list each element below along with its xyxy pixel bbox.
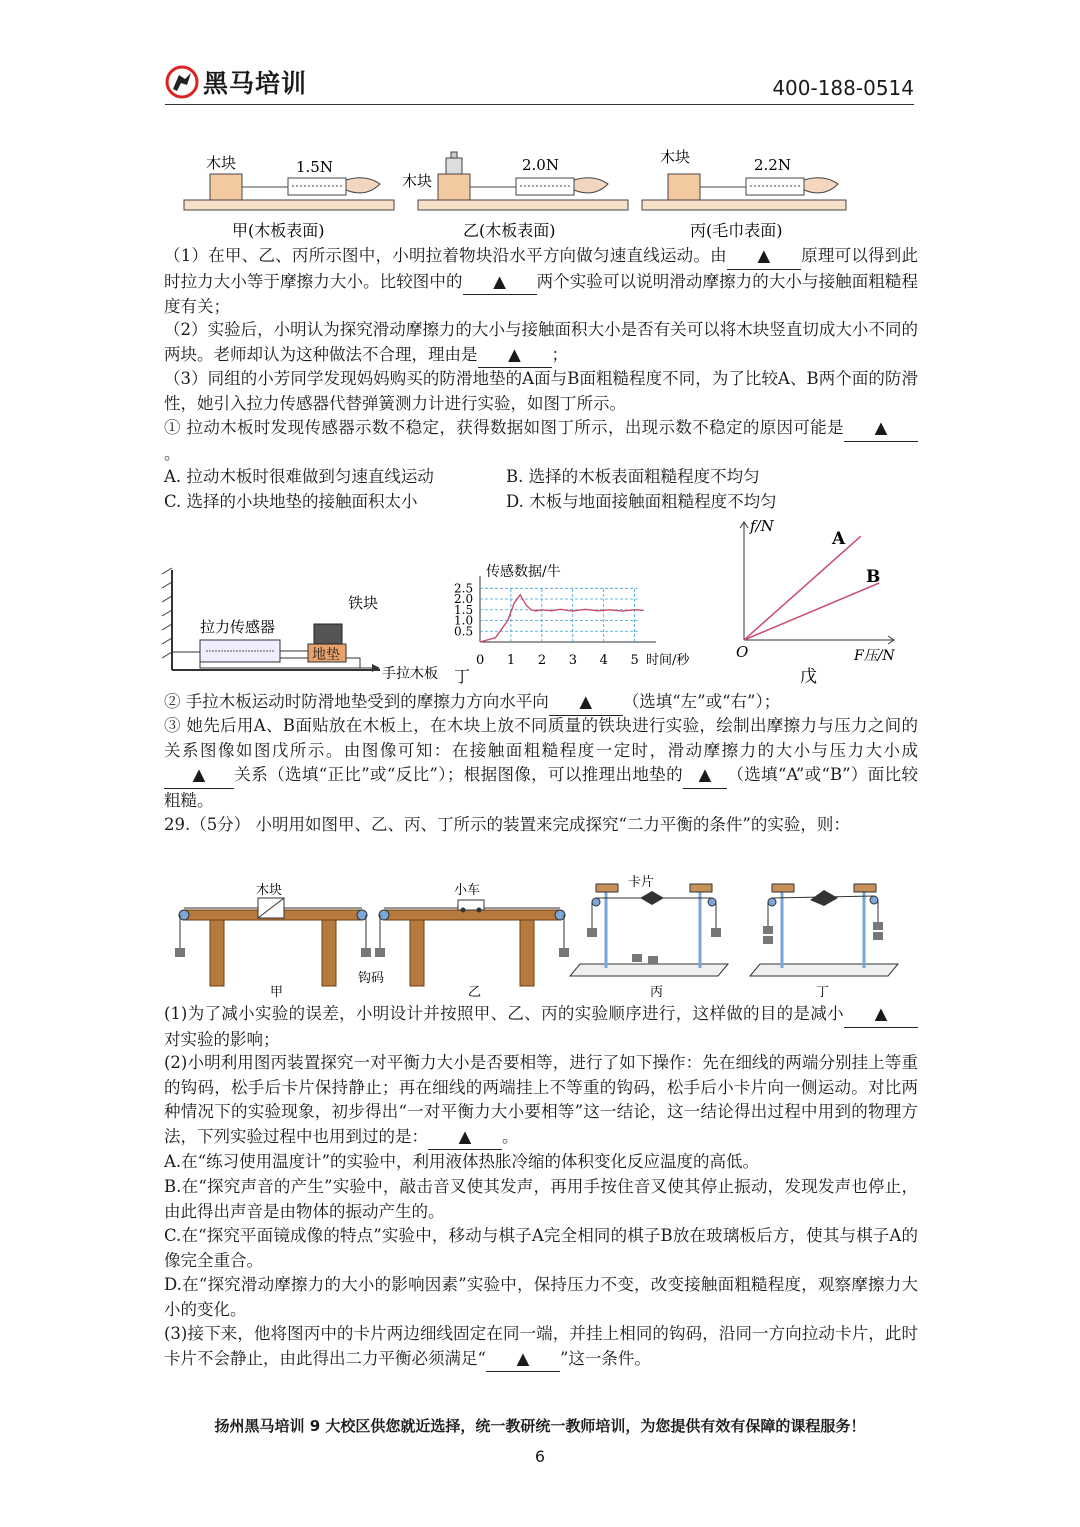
friction-setup-figure (180, 140, 850, 245)
q28-options (164, 465, 918, 514)
wu-x-label: F压/N (854, 648, 895, 664)
sensor-x-tick: 5 (630, 653, 639, 668)
wu-line-b-label: B (866, 567, 881, 587)
answer-blank-5[interactable]: ▲ (549, 690, 623, 716)
q29-option-b[interactable]: B.在“探究声音的产生”实验中，敲击音叉使其发声，再用手按住音叉使其停止振动，发现发声也停止，由此得出声音是由物体的振动产生的。 (164, 1177, 918, 1221)
bing-caption: 丙(毛巾表面) (690, 221, 783, 240)
setup-stand-bing (570, 874, 728, 1000)
q28-p5-text-b: （选填“左”或“右”）； (622, 692, 781, 711)
wu-line-a-label: A (832, 529, 846, 549)
q28-p2-text-a: （2）实验后，小明认为探究滑动摩擦力的大小与接触面积大小是否有关可以将木块竖直切成大小不同的两块。老师却认为这种做法不合理，理由是 (164, 320, 918, 364)
jia-label: 甲 (270, 985, 284, 1000)
footer-slogan: 扬州黑马培训 9 大校区供您就近选择，统一教研统一教师培训，为您提供有效有保障的课程服务！ (214, 1417, 866, 1435)
sensor-y-label: 传感数据/牛 (486, 564, 561, 580)
q29-p3-text-b: ”这一条件。 (559, 1348, 651, 1368)
answer-blank-4[interactable]: ▲ (844, 416, 918, 442)
q28-option-a[interactable]: A. 拉动木板时很难做到匀速直线运动 (164, 467, 434, 486)
q29-part1 (164, 1002, 918, 1052)
answer-blank-2[interactable]: ▲ (463, 270, 537, 296)
q29-stem: 29.（5分） 小明用如图甲、乙、丙、丁所示的装置来完成探究“二力平衡的条件”的实验，则： (164, 815, 850, 834)
q28-part2 (164, 318, 918, 368)
card-label: 卡片 (628, 875, 655, 890)
phone-number: 400-188-0514 (772, 76, 914, 100)
sensor-x-tick: 0 (476, 653, 485, 668)
q29-p2-text-a: (2)小明利用图丙装置探究一对平衡力大小是否要相等，进行了如下操作：先在细线的两端分别挂上等重的钩码，松手后卡片保持静止；再在细线的两端挂上不等重的钩码，松手后小卡片向一侧运动。对比两种情况下的实验现象，初步得出“一对平衡力大小要相等”这一结论，这一结论得出过程中用到的物理方法，下列实验过程中也用到过的是： (164, 1053, 918, 1146)
q28-p1-text-c: 两个实验可以说明滑动摩擦力的大小与接触面粗糙程度有关； (164, 271, 919, 317)
answer-blank-1[interactable]: ▲ (727, 244, 801, 270)
sensor-label: 拉力传感器 (200, 618, 276, 636)
horse-logo-icon (165, 65, 199, 99)
board-label: 手拉木板 (382, 666, 438, 682)
sensor-setup-figure (160, 560, 720, 690)
sensor-x-label: 时间/秒 (646, 653, 690, 668)
q29-option-a[interactable]: A.在“练习使用温度计”的实验中，利用液体热胀冷缩的体积变化反应温度的高低。 (164, 1152, 760, 1171)
setup-bing (642, 148, 846, 240)
jia-block-label: 木块 (206, 154, 237, 172)
sensor-y-tick: 0.5 (454, 624, 474, 639)
q28-part4 (164, 416, 918, 466)
q28-p6-text-a: ③ 她先后用A、B面贴放在木板上，在木块上放不同质量的铁块进行实验，绘制出摩擦力与压力之间的关系图像如图戊所示。由图像可知：在接触面粗糙程度一定时，滑动摩擦力的大小与压力大小成 (164, 716, 918, 760)
yi-caption: 乙(木板表面) (463, 221, 556, 240)
q28-option-c[interactable]: C. 选择的小块地垫的接触面积太小 (164, 491, 418, 511)
bing-block-label: 木块 (660, 148, 691, 166)
q28-part1 (164, 244, 918, 320)
q28-p5-text-a: ② 手拉木板运动时防滑地垫受到的摩擦力方向水平向 (164, 692, 549, 711)
q28-option-d[interactable]: D. 木板与地面接触面粗糙程度不均匀 (506, 491, 777, 511)
mat-label: 地垫 (312, 647, 340, 663)
friction-pressure-figure (730, 515, 910, 690)
q29-p3-text-a: (3)接下来，他将图丙中的卡片两边细线固定在同一端，并挂上相同的钩码，沿同一方向拉动卡片，此时卡片不会静止，由此得出二力平衡必须满足“ (164, 1324, 918, 1368)
setup-table-jia (175, 882, 371, 1000)
answer-blank-7[interactable]: ▲ (683, 763, 727, 789)
q29-option-d[interactable]: D.在“探究滑动摩擦力的大小的影响因素”实验中，保持压力不变，改变接触面粗糙程度，观察摩擦力大小的变化。 (164, 1275, 918, 1319)
yi-block-label: 木块 (402, 172, 433, 190)
block-label: 木块 (256, 883, 283, 898)
wu-y-label: f/N (750, 517, 774, 535)
q28-p4-text-a: ① 拉动木板时发现传感器示数不稳定，获得数据如图丁所示，出现示数不稳定的原因可能是 (164, 418, 844, 437)
cart-label: 小车 (454, 883, 481, 898)
balance-setup-figure (170, 870, 900, 1000)
q28-part6 (164, 714, 918, 813)
yi-label: 乙 (468, 985, 482, 1000)
q29-answer-blank-1[interactable]: ▲ (844, 1002, 918, 1028)
answer-blank-3[interactable]: ▲ (478, 343, 552, 369)
setup-yi (402, 152, 628, 240)
ding-fig-label: 丁 (816, 985, 830, 1000)
wu-line-b (744, 583, 879, 640)
wu-line-a (744, 536, 861, 640)
q28-part3: （3）同组的小芳同学发现妈妈购买的防滑地垫的A面与B面粗糙程度不同，为了比较A、B两个面的防滑性，她引入拉力传感器代替弹簧测力计进行实验，如图丁所示。 (164, 369, 918, 413)
page-number: 6 (534, 1447, 546, 1466)
friction-vs-pressure-chart (736, 517, 895, 687)
q28-option-b[interactable]: B. 选择的木板表面粗糙程度不均匀 (506, 467, 760, 486)
sensor-x-tick: 1 (506, 653, 516, 668)
wu-figure-label: 戊 (800, 667, 817, 687)
weight-label: 钩码 (358, 971, 385, 986)
jia-force-label: 1.5N (296, 158, 333, 176)
q28-p1-text-b: 原理可以得到此时拉力大小等于摩擦力大小。比较图中的 (164, 246, 919, 291)
q29-part2 (164, 1051, 918, 1150)
setup-table-yi (358, 883, 569, 1000)
q29-option-c[interactable]: C.在“探究平面镜成像的特点”实验中，移动与棋子A完全相同的棋子B放在玻璃板后方，使其与棋子A的像完全重合。 (164, 1226, 918, 1270)
sensor-y-tick: 1.5 (454, 602, 474, 617)
ding-label: 丁 (454, 667, 471, 686)
bing-label: 丙 (650, 985, 664, 1000)
sensor-y-tick: 2.0 (454, 592, 474, 607)
q29-p1-text-b: 对实验的影响； (164, 1029, 280, 1049)
header-divider (165, 104, 914, 105)
q29-p1-text-a: (1)为了减小实验的误差，小明设计并按照甲、乙、丙的实验顺序进行，这样做的目的是减小 (164, 1004, 844, 1023)
bing-force-label: 2.2N (754, 156, 791, 174)
q28-p4-text-b: 。 (164, 443, 181, 463)
q29-part3 (164, 1322, 918, 1372)
sensor-x-tick: 2 (537, 653, 547, 668)
setup-jia (184, 154, 394, 240)
brand-logo (165, 62, 315, 102)
sensor-data-line (480, 595, 644, 642)
q28-p6-text-c: （选填“A”或“B”）面比较粗糙。 (164, 765, 919, 810)
answer-blank-6[interactable]: ▲ (164, 763, 234, 789)
q29-answer-blank-2[interactable]: ▲ (428, 1125, 502, 1151)
iron-block-label: 铁块 (348, 594, 379, 612)
sensor-y-tick: 2.5 (454, 581, 474, 596)
brand-name: 黑马培训 (203, 69, 308, 98)
q29-answer-blank-3[interactable]: ▲ (486, 1347, 560, 1373)
yi-force-label: 2.0N (522, 156, 559, 174)
sensor-data-chart (454, 563, 690, 668)
q28-p6-text-b: 关系（选填“正比”或“反比”）；根据图像，可以推理出地垫的 (234, 765, 683, 785)
sensor-y-tick: 1.0 (454, 613, 474, 628)
q28-part5 (164, 690, 918, 716)
q28-p1-text-a: （1）在甲、乙、丙所示图中，小明拉着物块沿水平方向做匀速直线运动。由 (164, 246, 727, 265)
jia-caption: 甲(木板表面) (232, 221, 325, 240)
q29-p2-text-b: 。 (502, 1126, 519, 1146)
wu-origin-label: O (736, 643, 749, 661)
sensor-x-tick: 4 (599, 653, 608, 668)
setup-stand-ding (750, 884, 898, 1000)
sensor-x-tick: 3 (568, 653, 578, 668)
q28-p2-text-b: ； (551, 344, 568, 364)
